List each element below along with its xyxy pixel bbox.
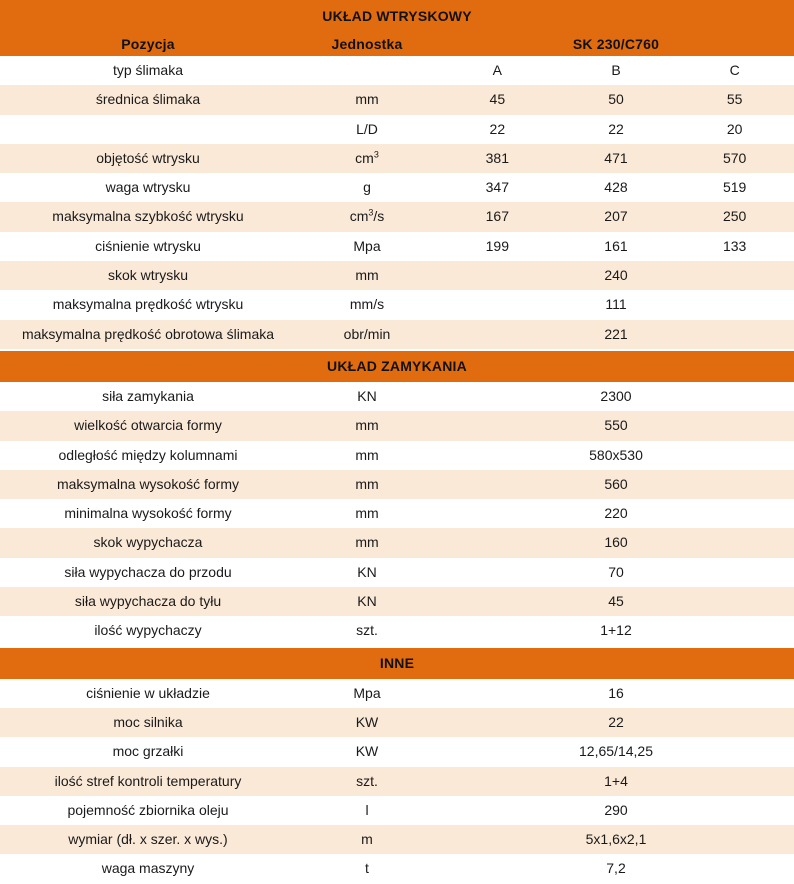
row-unit xyxy=(296,616,438,645)
row-label: siła zamykania xyxy=(102,387,194,404)
table-row xyxy=(0,115,794,144)
unit-text: Mpa xyxy=(353,237,381,254)
column-headers xyxy=(0,36,794,54)
value: 580x530 xyxy=(589,446,643,463)
value-a: 22 xyxy=(489,120,506,137)
table-row xyxy=(0,708,794,737)
unit-text: KW xyxy=(355,743,379,760)
unit-text: mm xyxy=(355,446,379,463)
unit-text: mm xyxy=(355,534,379,551)
section-header-other xyxy=(0,646,794,679)
value: 16 xyxy=(608,684,624,701)
table-row xyxy=(0,854,794,883)
row-unit xyxy=(296,115,438,144)
unit-text: l xyxy=(365,801,369,818)
unit-superscript: 3 xyxy=(373,149,379,160)
row-label: ilość stref kontroli temperatury xyxy=(54,772,242,789)
value-a: 199 xyxy=(485,237,509,254)
value: 1+12 xyxy=(600,622,632,639)
table-row xyxy=(0,441,794,470)
value-a: A xyxy=(492,62,502,78)
table-row xyxy=(0,587,794,616)
row-unit xyxy=(296,85,438,114)
section-header-clamping xyxy=(0,349,794,382)
row-unit xyxy=(296,173,438,202)
table-row xyxy=(0,737,794,766)
row-label: wymiar (dł. x szer. x wys.) xyxy=(68,831,228,848)
table-row xyxy=(0,56,794,85)
value-c: 570 xyxy=(722,149,747,166)
unit-text: KW xyxy=(355,713,379,730)
unit-text: obr/min xyxy=(343,325,391,342)
table-row xyxy=(0,232,794,261)
column-header-jednostka: Jednostka xyxy=(331,36,403,52)
value: 220 xyxy=(604,505,628,522)
row-label: waga maszyny xyxy=(101,860,195,877)
unit-text: mm xyxy=(355,267,379,284)
unit-text: mm xyxy=(355,505,379,522)
value-c: 519 xyxy=(722,179,747,196)
row-label: ilość wypychaczy xyxy=(94,622,202,639)
row-label: moc grzałki xyxy=(112,743,184,760)
table-row xyxy=(0,470,794,499)
row-unit xyxy=(296,796,438,825)
row-label: moc silnika xyxy=(113,713,183,730)
row-label: maksymalna szybkość wtrysku xyxy=(52,208,244,225)
value-b: 22 xyxy=(608,120,624,137)
unit-text: cm xyxy=(349,208,369,225)
value: 160 xyxy=(604,534,628,551)
row-unit xyxy=(296,470,438,499)
value-a: 381 xyxy=(485,149,509,166)
unit-text: KN xyxy=(357,593,377,610)
unit-text: KN xyxy=(357,563,377,580)
unit-text: L/D xyxy=(356,120,378,137)
row-unit xyxy=(296,290,438,319)
unit-text: mm xyxy=(355,417,379,434)
table-row xyxy=(0,202,794,231)
table-row xyxy=(0,679,794,708)
row-label: ciśnienie w układzie xyxy=(86,684,210,701)
unit-suffix: /s xyxy=(373,208,385,225)
row-label: odległość między kolumnami xyxy=(58,446,238,463)
value-c: C xyxy=(729,62,740,78)
section-title: UKŁAD ZAMYKANIA xyxy=(327,357,467,374)
value-a: 347 xyxy=(485,179,509,196)
row-unit xyxy=(296,528,438,557)
value: 22 xyxy=(608,713,624,730)
row-unit xyxy=(296,232,438,261)
value-b: 161 xyxy=(604,237,628,254)
value-c: 250 xyxy=(722,208,747,225)
table-row xyxy=(0,499,794,528)
unit-text: szt. xyxy=(356,622,378,639)
value: 1+4 xyxy=(604,772,628,789)
row-label xyxy=(0,115,296,144)
section-header-injection xyxy=(0,0,794,56)
row-unit xyxy=(296,261,438,290)
row-label: skok wtrysku xyxy=(107,267,189,284)
unit-text: m xyxy=(361,831,373,848)
table-row xyxy=(0,382,794,411)
value: 221 xyxy=(604,325,628,342)
value-a: 167 xyxy=(485,208,509,225)
row-unit xyxy=(296,708,438,737)
row-label: typ ślimaka xyxy=(112,62,184,78)
row-label: wielkość otwarcia formy xyxy=(74,417,222,434)
section-title: INNE xyxy=(379,654,415,671)
value-c: 55 xyxy=(726,91,743,108)
table-row xyxy=(0,767,794,796)
unit-text: Mpa xyxy=(353,684,381,701)
row-unit xyxy=(296,411,438,440)
row-unit xyxy=(296,767,438,796)
unit-text: mm/s xyxy=(349,296,385,313)
row-label: maksymalna prędkość obrotowa ślimaka xyxy=(21,325,275,342)
row-label: objętość wtrysku xyxy=(96,149,200,166)
row-unit xyxy=(296,144,438,173)
table-row xyxy=(0,261,794,290)
value: 12,65/14,25 xyxy=(579,743,653,760)
value: 7,2 xyxy=(606,860,626,877)
unit-text: szt. xyxy=(356,772,378,789)
unit-text: mm xyxy=(355,91,379,108)
unit-text: cm xyxy=(355,149,374,166)
unit-superscript: 3 xyxy=(368,207,374,218)
row-label: skok wypychacza xyxy=(93,534,203,551)
unit-text: g xyxy=(363,179,371,196)
row-label: pojemność zbiornika oleju xyxy=(67,801,229,818)
value-b: 207 xyxy=(604,208,628,225)
row-unit xyxy=(296,499,438,528)
value-b: 50 xyxy=(608,91,624,108)
row-unit xyxy=(296,587,438,616)
unit-text: mm xyxy=(355,475,379,492)
table-row xyxy=(0,85,794,114)
row-label: minimalna wysokość formy xyxy=(64,505,232,522)
section-rows-other xyxy=(0,679,794,884)
row-unit xyxy=(296,382,438,411)
value-c: 20 xyxy=(726,120,743,137)
unit-text: t xyxy=(365,860,369,877)
value: 5x1,6x2,1 xyxy=(585,831,647,848)
column-header-model: SK 230/C760 xyxy=(572,36,660,52)
section-rows-injection xyxy=(0,56,794,349)
row-unit xyxy=(296,737,438,766)
value-b: B xyxy=(611,62,621,78)
value-b: 428 xyxy=(604,179,628,196)
value: 550 xyxy=(604,417,628,434)
table-row xyxy=(0,528,794,557)
section-title: UKŁAD WTRYSKOWY xyxy=(322,8,472,24)
row-label: średnica ślimaka xyxy=(95,91,201,108)
row-unit xyxy=(296,854,438,883)
column-header-pozycja: Pozycja xyxy=(121,36,175,52)
row-unit xyxy=(296,320,438,349)
table-row xyxy=(0,558,794,587)
table-row xyxy=(0,616,794,645)
value: 111 xyxy=(605,296,627,313)
row-unit xyxy=(296,202,438,231)
value: 240 xyxy=(604,267,628,284)
row-unit xyxy=(296,56,438,85)
row-label: waga wtrysku xyxy=(105,179,191,196)
section-rows-clamping xyxy=(0,382,794,646)
table-row xyxy=(0,411,794,440)
row-label: siła wypychacza do przodu xyxy=(64,563,232,580)
table-row xyxy=(0,144,794,173)
table-row xyxy=(0,290,794,319)
row-label: maksymalna prędkość wtrysku xyxy=(52,296,244,313)
value-c: 133 xyxy=(722,237,747,254)
table-row xyxy=(0,796,794,825)
row-unit xyxy=(296,825,438,854)
unit-text: KN xyxy=(357,387,377,404)
value: 45 xyxy=(608,593,624,610)
row-unit xyxy=(296,441,438,470)
value: 2300 xyxy=(600,387,632,404)
value: 70 xyxy=(608,563,624,580)
row-label: ciśnienie wtrysku xyxy=(95,237,201,254)
value: 290 xyxy=(604,801,628,818)
row-label: maksymalna wysokość formy xyxy=(56,475,240,492)
table-row xyxy=(0,825,794,854)
value-a: 45 xyxy=(489,91,506,108)
row-label: siła wypychacza do tyłu xyxy=(74,593,222,610)
value: 560 xyxy=(604,475,628,492)
table-row xyxy=(0,320,794,349)
value-b: 471 xyxy=(604,149,628,166)
row-unit xyxy=(296,679,438,708)
table-row xyxy=(0,173,794,202)
row-unit xyxy=(296,558,438,587)
